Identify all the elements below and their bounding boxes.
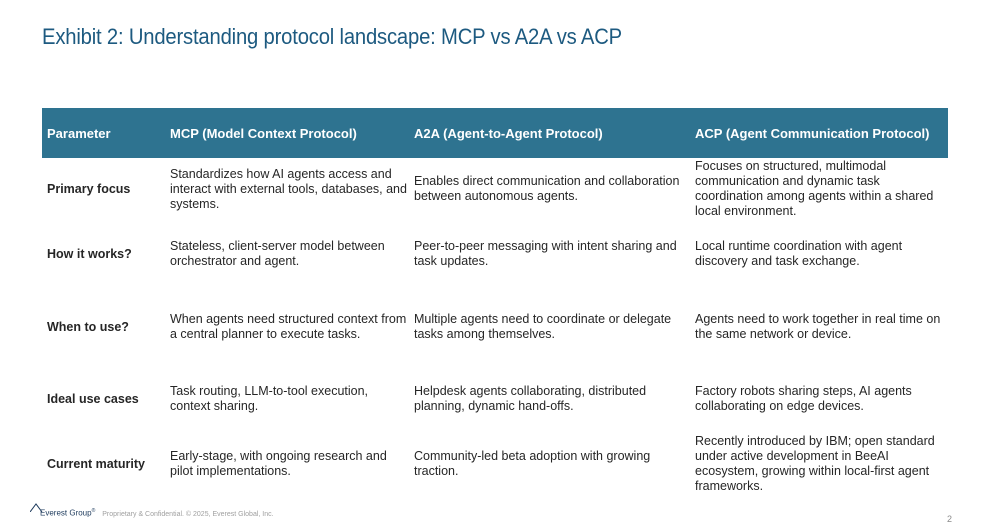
cell-mcp: Standardizes how AI agents access and interact with external tools, databases, and systems. xyxy=(170,166,407,211)
cell-acp: Local runtime coordination with agent discovery and task exchange. xyxy=(695,239,903,268)
cell-mcp: When agents need structured context from a central planner to execute tasks. xyxy=(170,312,407,341)
cell-a2a: Multiple agents need to coordinate or delegate tasks among themselves. xyxy=(414,312,672,341)
row-parameter: Primary focus xyxy=(47,181,131,196)
row-parameter: Ideal use cases xyxy=(47,391,139,406)
row-parameter: When to use? xyxy=(47,319,129,334)
everest-group-logo xyxy=(30,508,95,518)
table-row xyxy=(42,158,948,220)
row-parameter: How it works? xyxy=(47,246,132,261)
cell-acp: Focuses on structured, multimodal communication and dynamic task coordination among agents within a shared local environment. xyxy=(695,159,934,218)
row-parameter: Current maturity xyxy=(47,456,145,471)
cell-a2a: Helpdesk agents collaborating, distributed planning, dynamic hand-offs. xyxy=(414,384,647,413)
table-header xyxy=(42,108,948,158)
footer xyxy=(30,508,274,518)
logo-text: Everest Group xyxy=(40,508,92,518)
header-a2a: A2A (Agent-to-Agent Protocol) xyxy=(414,125,603,141)
legal-notice: Proprietary & Confidential. © 2025, Everest Global, Inc. xyxy=(102,510,274,518)
header-acp: ACP (Agent Communication Protocol) xyxy=(695,125,930,141)
cell-mcp: Task routing, LLM-to-tool execution, context sharing. xyxy=(170,384,369,413)
cell-a2a: Enables direct communication and collaboration between autonomous agents. xyxy=(414,174,680,203)
cell-acp: Factory robots sharing steps, AI agents collaborating on edge devices. xyxy=(695,384,912,413)
protocol-comparison-table xyxy=(42,108,948,496)
cell-acp: Recently introduced by IBM; open standard under active development in BeeAI ecosystem, growing within local-first agent frameworks. xyxy=(695,434,935,493)
table-row xyxy=(42,288,948,366)
cell-mcp: Stateless, client-server model between orchestrator and agent. xyxy=(170,239,385,268)
exhibit-title: Exhibit 2: Understanding protocol landscape: MCP vs A2A vs ACP xyxy=(42,24,623,49)
cell-mcp: Early-stage, with ongoing research and pilot implementations. xyxy=(170,449,387,478)
registered-mark: ® xyxy=(91,508,96,514)
cell-a2a: Community-led beta adoption with growing traction. xyxy=(414,449,651,478)
table-row xyxy=(42,432,948,496)
table-row xyxy=(42,366,948,432)
cell-a2a: Peer-to-peer messaging with intent sharing and task updates. xyxy=(414,239,677,268)
header-parameter: Parameter xyxy=(47,125,111,141)
cell-acp: Agents need to work together in real time on the same network or device. xyxy=(695,312,941,341)
header-mcp: MCP (Model Context Protocol) xyxy=(170,125,357,141)
page-number: 2 xyxy=(947,514,953,524)
mountain-icon xyxy=(30,502,56,512)
table-row xyxy=(42,220,948,288)
